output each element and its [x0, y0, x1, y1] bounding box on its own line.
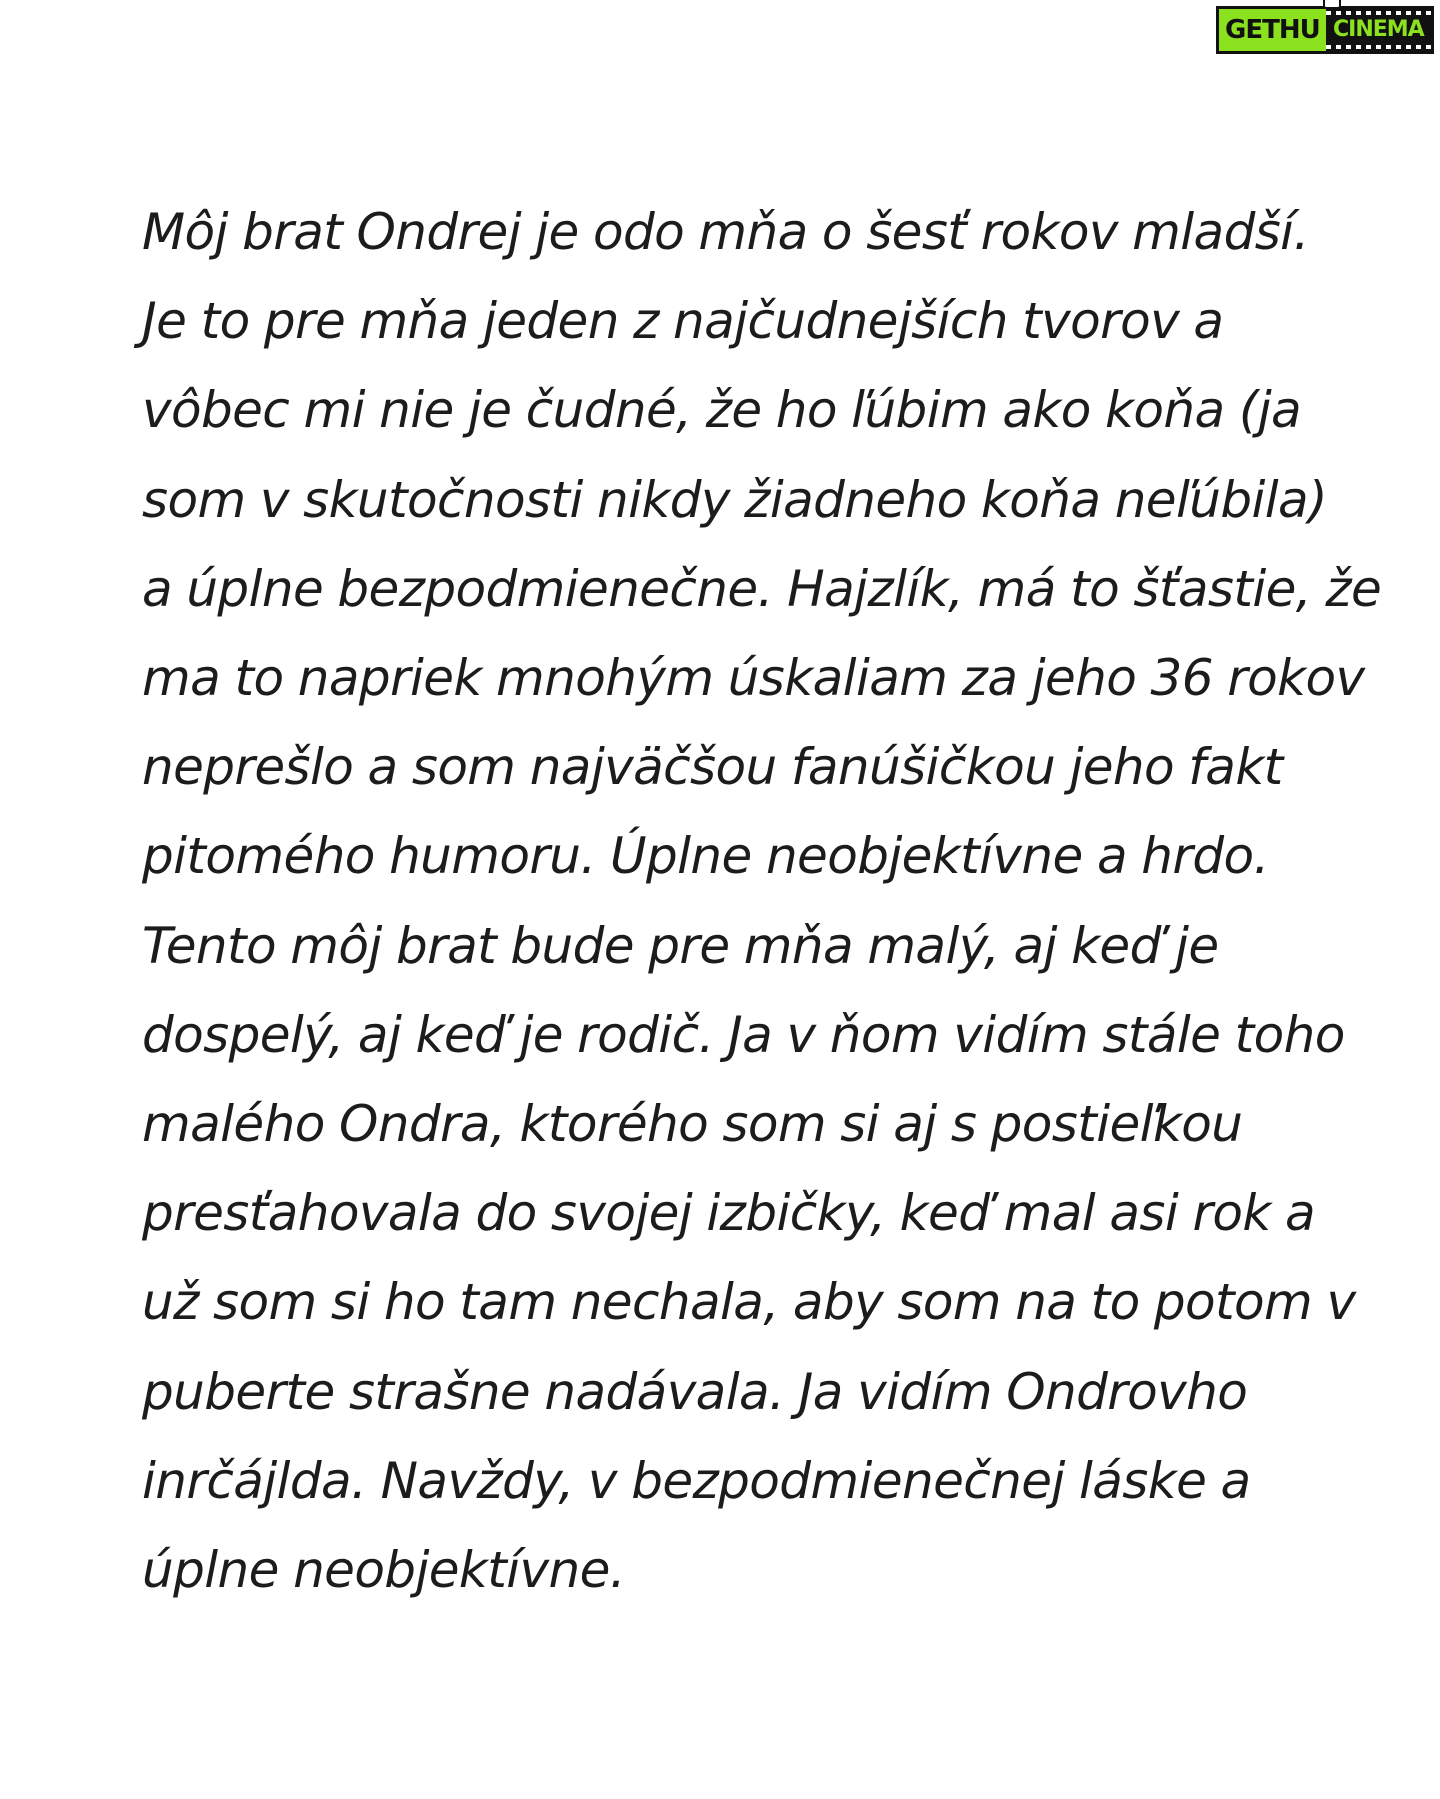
text-line: Tento môj brat bude pre mňa malý, aj keď je [142, 916, 1219, 975]
camera-icon [1323, 0, 1341, 9]
text-line: vôbec mi nie je čudné, že ho ľúbim ako koňa (ja [142, 381, 1302, 440]
text-line: už som si ho tam nechala, aby som na to potom v [142, 1273, 1356, 1332]
watermark-left-text: GETHU [1219, 9, 1326, 51]
text-line: ma to napriek mnohým úskaliam za jeho 36 rokov [142, 649, 1365, 708]
watermark-right-panel [1326, 9, 1431, 51]
text-line: presťahovala do svojej izbičky, keď mal asi rok a [142, 1184, 1316, 1243]
text-line: dospelý, aj keď je rodič. Ja v ňom vidím stále toho [142, 1005, 1345, 1064]
text-line: malého Ondra, ktorého som si aj s postieľkou [142, 1095, 1243, 1154]
gethu-cinema-watermark [1216, 6, 1434, 54]
watermark-right-text: CINEMA [1333, 17, 1424, 42]
text-line: Môj brat Ondrej je odo mňa o šesť rokov mladší. [142, 203, 1309, 261]
text-line: som v skutočnosti nikdy žiadneho koňa neľúbila) [142, 470, 1327, 529]
body-paragraph [142, 188, 1382, 1615]
text-line: puberte strašne nadávala. Ja vidím Ondrovho [142, 1362, 1248, 1421]
text-line: Je to pre mňa jeden z najčudnejších tvorov a [142, 292, 1224, 351]
text-line: a úplne bezpodmienečne. Hajzlík, má to šťastie, že [142, 559, 1382, 618]
text-line: úplne neobjektívne. [142, 1541, 626, 1600]
film-strip-icon [1326, 11, 1431, 15]
text-line: neprešlo a som najväčšou fanúšičkou jeho fakt [142, 738, 1283, 797]
film-strip-icon [1326, 45, 1431, 49]
text-line: inrčájlda. Navždy, v bezpodmienečnej láske a [142, 1451, 1251, 1510]
text-line: pitomého humoru. Úplne neobjektívne a hrdo. [142, 827, 1269, 886]
